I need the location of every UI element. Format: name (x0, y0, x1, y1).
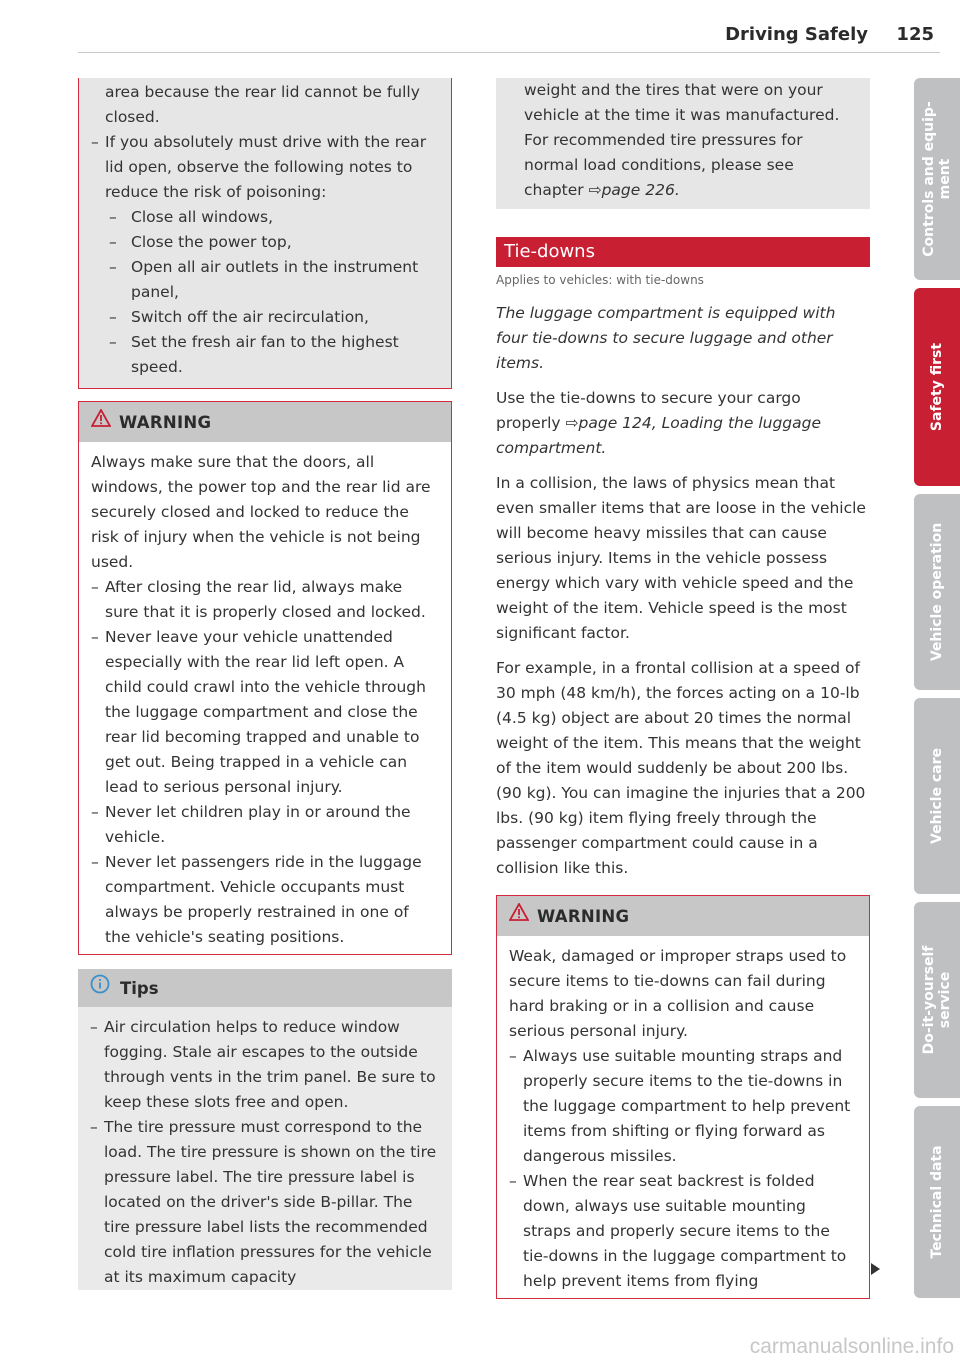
warning-intro: Always make sure that the doors, all windows, the power top and the rear lid are securely closed and locked to reduce the risk of injury when the vehicle is not being used. (91, 453, 431, 571)
continued-note-box (78, 78, 452, 389)
page-reference-link[interactable]: ⇨page 124, Loading the luggage compartment. (496, 414, 821, 457)
warning-triangle-icon (91, 409, 111, 435)
sidebar-tab-label: Safety first (929, 342, 945, 432)
watermark: carmanualsonline.info (749, 1335, 954, 1358)
paragraph (496, 386, 870, 461)
sub-list-item: – Close the power top, (91, 230, 439, 255)
applies-to-note: Applies to vehicles: with tie-downs (496, 273, 704, 287)
sidebar-tab-vehicle-care[interactable] (914, 698, 960, 894)
continued-info-text: weight and the tires that were on your vehicle at the time it was manufactured. For recommended tire pressures for normal load conditions, please see chapter (524, 81, 840, 199)
tips-title: Tips (120, 978, 159, 998)
page-number: 125 (896, 24, 934, 45)
left-column (78, 78, 452, 1290)
info-icon (90, 974, 110, 1002)
tip-item: – The tire pressure must correspond to the load. The tire pressure is shown on the tire pressure label. The tire pressure label is located on the driver's side B-pillar. The tire pressure label lists the recommended cold tire inflation pressures for the vehicle at its maximum capacity (90, 1115, 440, 1290)
warning-header (79, 402, 451, 442)
paragraph: For example, in a frontal collision at a speed of 30 mph (48 km/h), the forces acting on a 10-lb (4.5 kg) object are about 20 times the normal weight of the item. This means that the weight of the item would suddenly be about 200 lbs. (90 kg). You can imagine the injuries that a 200 lbs. (90 kg) item flying freely through the passenger compartment could cause in a collision like this. (496, 659, 866, 877)
continued-line: closed. (105, 108, 160, 126)
sidebar-tab-label: Controls and equip- ment (921, 101, 953, 257)
warning-item: – Always use suitable mounting straps and properly secure items to the tie-downs in the luggage compartment to help prevent items from shifting or flying forward as dangerous missiles. (509, 1044, 857, 1169)
paragraph: In a collision, the laws of physics mean that even smaller items that are loose in the vehicle will become heavy missiles that can cause serious injury. Items in the vehicle possess energy which vary with vehicle speed and the weight of the item. Vehicle speed is the most significant factor. (496, 474, 866, 642)
sidebar-tab-safety-first[interactable] (914, 288, 960, 486)
warning-intro: Weak, damaged or improper straps used to secure items to tie-downs can fail during hard braking or in a collision and cause serious personal injury. (509, 947, 847, 1040)
paragraph-text: Use the tie-downs to secure your cargo properly (496, 389, 801, 432)
sub-list-item: – Set the fresh air fan to the highest speed. (91, 330, 439, 380)
sub-list-item: – Open all air outlets in the instrument panel, (91, 255, 439, 305)
sidebar-tab-controls[interactable] (914, 78, 960, 280)
tips-box (78, 969, 452, 1290)
warning-header (497, 896, 869, 936)
tip-item: – Air circulation helps to reduce window fogging. Stale air escapes to the outside through vents in the trim panel. Be sure to keep these slots free and open. (90, 1015, 440, 1115)
sidebar-tab-label: Do-it-yourself service (921, 945, 953, 1055)
list-item: – If you absolutely must drive with the rear lid open, observe the following notes to reduce the risk of poisoning: (91, 130, 439, 205)
sub-list-item: – Switch off the air recirculation, (91, 305, 439, 330)
chapter-title: Driving Safely (725, 24, 868, 45)
warning-item: – When the rear seat backrest is folded down, always use suitable mounting straps and properly secure items to the tie-downs in the luggage compartment to help prevent items from flying (509, 1169, 857, 1294)
tips-header (78, 969, 452, 1007)
sub-list-item: – Close all windows, (91, 205, 439, 230)
continued-arrow-icon (871, 1263, 880, 1275)
warning-box (78, 401, 452, 955)
warning-item: – Never let passengers ride in the luggage compartment. Vehicle occupants must always be properly restrained in one of the vehicle's seating positions. (91, 850, 439, 950)
warning-title: WARNING (119, 412, 212, 432)
sidebar-tab-label: Vehicle care (929, 748, 945, 844)
continued-info-box (496, 78, 870, 209)
warning-item: – Never let children play in or around the vehicle. (91, 800, 439, 850)
warning-triangle-icon (509, 903, 529, 929)
warning-item: – Never leave your vehicle unattended especially with the rear lid left open. A child could crawl into the vehicle through the luggage compartment and close the rear lid becoming trapped and unable to get out. Being trapped in a vehicle can lead to serious personal injury. (91, 625, 439, 800)
sidebar-tab-label: Vehicle operation (929, 522, 945, 662)
section-intro: The luggage compartment is equipped with four tie-downs to secure luggage and other items. (496, 304, 836, 372)
continued-line: area because the rear lid cannot be fully (105, 83, 420, 101)
sidebar-tab-do-it-yourself[interactable] (914, 902, 960, 1098)
right-column (496, 78, 870, 1299)
warning-box (496, 895, 870, 1299)
sidebar-tab-technical-data[interactable] (914, 1106, 960, 1298)
section-heading: Tie-downs (496, 237, 870, 267)
page-reference-link[interactable]: ⇨page 226. (588, 181, 680, 199)
sidebar-tab-label: Technical data (929, 1145, 945, 1259)
warning-item: – After closing the rear lid, always make sure that it is properly closed and locked. (91, 575, 439, 625)
page-header (78, 22, 940, 53)
warning-title: WARNING (537, 906, 630, 926)
sidebar-tab-vehicle-operation[interactable] (914, 494, 960, 690)
